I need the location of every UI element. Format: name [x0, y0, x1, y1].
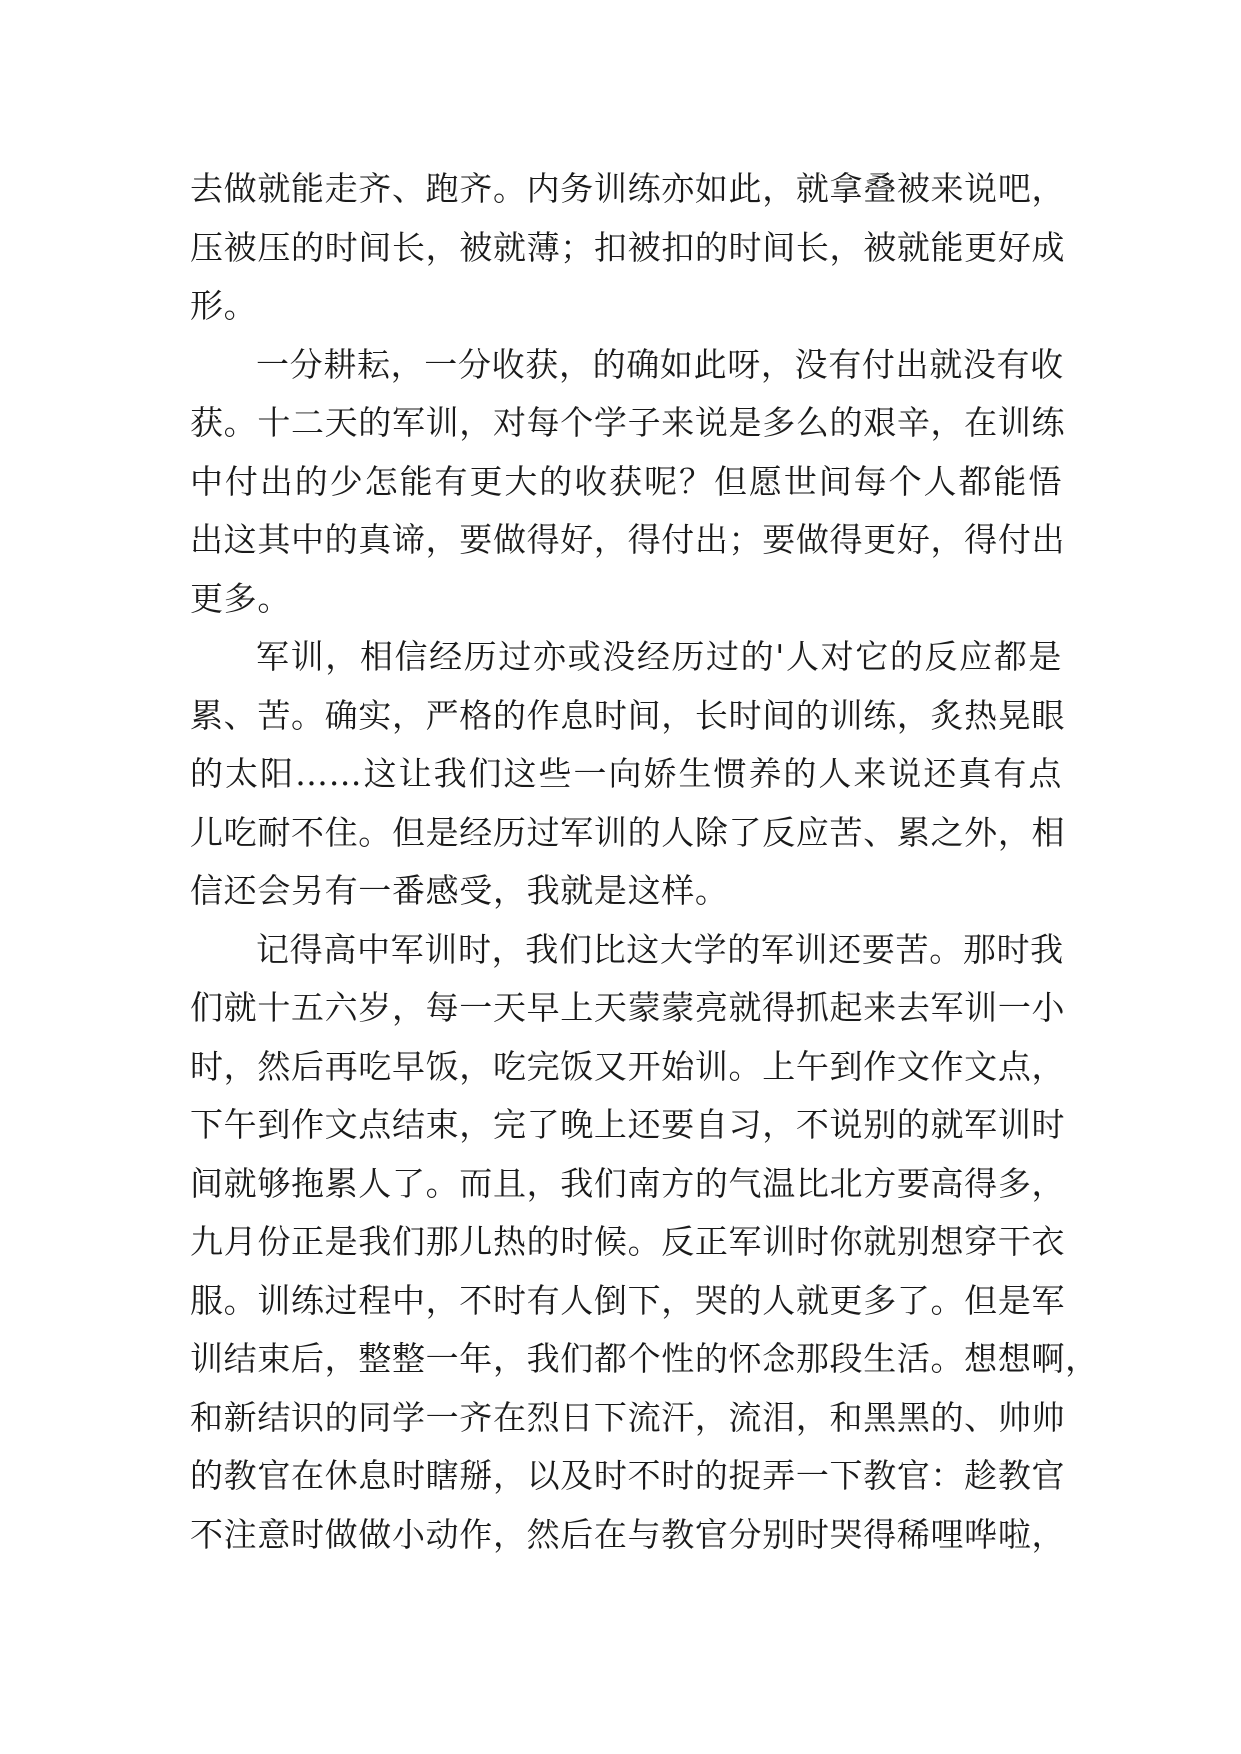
- text-line: 九月份正是我们那儿热的时候。反正军训时你就别想穿干衣: [190, 1222, 1066, 1261]
- text-line: 更多。: [190, 578, 291, 618]
- text-line: 压被压的时间长，被就薄；扣被扣的时间长，被就能更好成: [190, 227, 1066, 267]
- text-line: 的太阳……这让我们这些一向娇生惯养的人来说还真有点: [190, 754, 1062, 793]
- text-line: 累、苦。确实，严格的作息时间，长时间的训练，炙热晃眼: [190, 695, 1066, 735]
- text-line: 不注意时做做小动作，然后在与教官分别时哭得稀哩哗啦，: [190, 1514, 1066, 1554]
- text-line: 间就够拖累人了。而且，我们南方的气温比北方要高得多，: [190, 1163, 1066, 1203]
- text-line: 时，然后再吃早饭，吃完饭又开始训。上午到作文作文点，: [190, 1046, 1066, 1086]
- text-line: 获。十二天的军训，对每个学子来说是多么的艰辛，在训练: [190, 403, 1066, 442]
- text-line: 军训，相信经历过亦或没经历过的'人对它的反应都是: [256, 637, 1062, 676]
- text-line: 服。训练过程中，不时有人倒下，哭的人就更多了。但是军: [190, 1280, 1066, 1320]
- text-line: 出这其中的真谛，要做得好，得付出；要做得更好，得付出: [190, 520, 1066, 559]
- text-line: 的教官在休息时瞎掰，以及时不时的捉弄一下教官：趁教官: [190, 1456, 1066, 1495]
- text-line: 们就十五六岁，每一天早上天蒙蒙亮就得抓起来去军训一小: [190, 988, 1066, 1027]
- text-line: 儿吃耐不住。但是经历过军训的人除了反应苦、累之外，相: [190, 812, 1066, 852]
- body-text: [190, 160, 1099, 1564]
- text-line: 和新结识的同学一齐在烈日下流汗，流泪，和黑黑的、帅帅: [190, 1397, 1066, 1437]
- text-line: 形。: [190, 286, 258, 325]
- text-line: 训结束后，整整一年，我们都个性的怀念那段生活。想想啊，: [190, 1339, 1099, 1378]
- text-line: 去做就能走齐、跑齐。内务训练亦如此，就拿叠被来说吧，: [190, 169, 1066, 208]
- text-line: 一分耕耘，一分收获，的确如此呀，没有付出就没有收: [256, 344, 1064, 384]
- text-line: 记得高中军训时，我们比这大学的军训还要苦。那时我: [256, 929, 1064, 969]
- text-line: 中付出的少怎能有更大的收获呢？但愿世间每个人都能悟: [190, 461, 1062, 501]
- text-line: 信还会另有一番感受，我就是这样。: [190, 871, 729, 910]
- text-line: 下午到作文点结束，完了晚上还要自习，不说别的就军训时: [190, 1105, 1066, 1144]
